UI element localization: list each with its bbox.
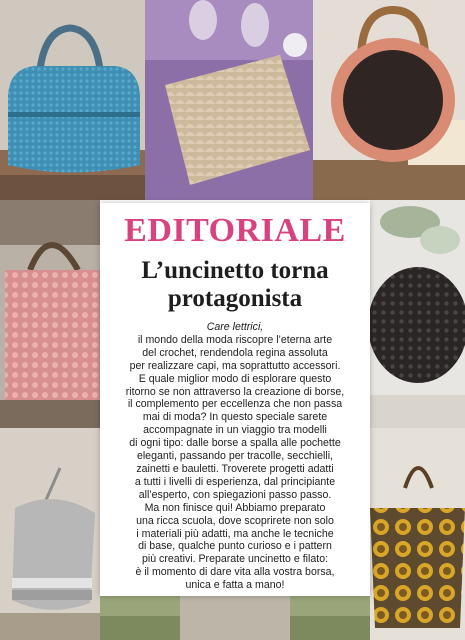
body-line: ritorno se non attraverso la creazione di borse, bbox=[125, 385, 345, 398]
title-line: L’uncinetto torna bbox=[141, 257, 329, 284]
photo-round-bag-wooden-handles bbox=[313, 0, 465, 200]
photo-beige-clutch bbox=[145, 0, 313, 200]
body-line: unica e fatta a mano! bbox=[185, 579, 285, 592]
body-line: E quale miglior modo di esplorare questo bbox=[138, 372, 332, 385]
body-line: del crochet, rendendola regina assoluta bbox=[142, 346, 328, 359]
title-line: protagonista bbox=[167, 285, 303, 312]
photo-grey-bucket-bag bbox=[0, 428, 100, 640]
body-line: più creativi. Preparate uncinetto e filato: bbox=[141, 553, 329, 566]
section-heading: EDITORIALE bbox=[124, 212, 346, 249]
photo-blue-crochet-bag bbox=[0, 0, 145, 200]
photo-bottom-strip bbox=[100, 596, 370, 640]
body-line: per realizzare capi, ma soprattutto accessori. bbox=[129, 359, 341, 372]
body-line: il complemento per eccellenza che non passa bbox=[127, 398, 343, 411]
body-line: una ricca scuola, dove scoprirete non solo bbox=[136, 514, 334, 527]
body-line: di base, qualche punto curioso e i pattern bbox=[138, 540, 332, 553]
body-line: a tutti i livelli di esperienza, dal principiante bbox=[134, 475, 336, 488]
page-title bbox=[108, 257, 362, 313]
body-line: mai di moda? In questo speciale sarete bbox=[142, 411, 328, 424]
body-line: di ogni tipo: dalle borse a spalla alle pochette bbox=[129, 437, 341, 450]
editorial-card bbox=[100, 203, 370, 596]
body-line: all’esperto, con spiegazioni passo passo. bbox=[138, 488, 332, 501]
photo-pink-crochet-bag bbox=[0, 200, 100, 428]
body-line: è il momento di dare vita alla vostra borsa, bbox=[135, 566, 335, 579]
body-line: Ma non finisce qui! Abbiamo preparato bbox=[144, 501, 326, 514]
body-line: accompagnate in un viaggio tra modelli bbox=[143, 424, 327, 437]
photo-granny-square-bag bbox=[370, 428, 465, 640]
greeting: Care lettrici, bbox=[206, 321, 264, 333]
body-line: eleganti, passando per tracolle, secchielli, bbox=[136, 450, 334, 463]
body-line: zainetti e bauletti. Troverete progetti adatti bbox=[136, 462, 334, 475]
body-line: i materiali più adatti, ma anche le tecniche bbox=[136, 527, 334, 540]
editorial-body bbox=[108, 321, 362, 592]
photo-black-crochet-bag bbox=[370, 200, 465, 428]
body-line: il mondo della moda riscopre l’eterna arte bbox=[137, 333, 333, 346]
